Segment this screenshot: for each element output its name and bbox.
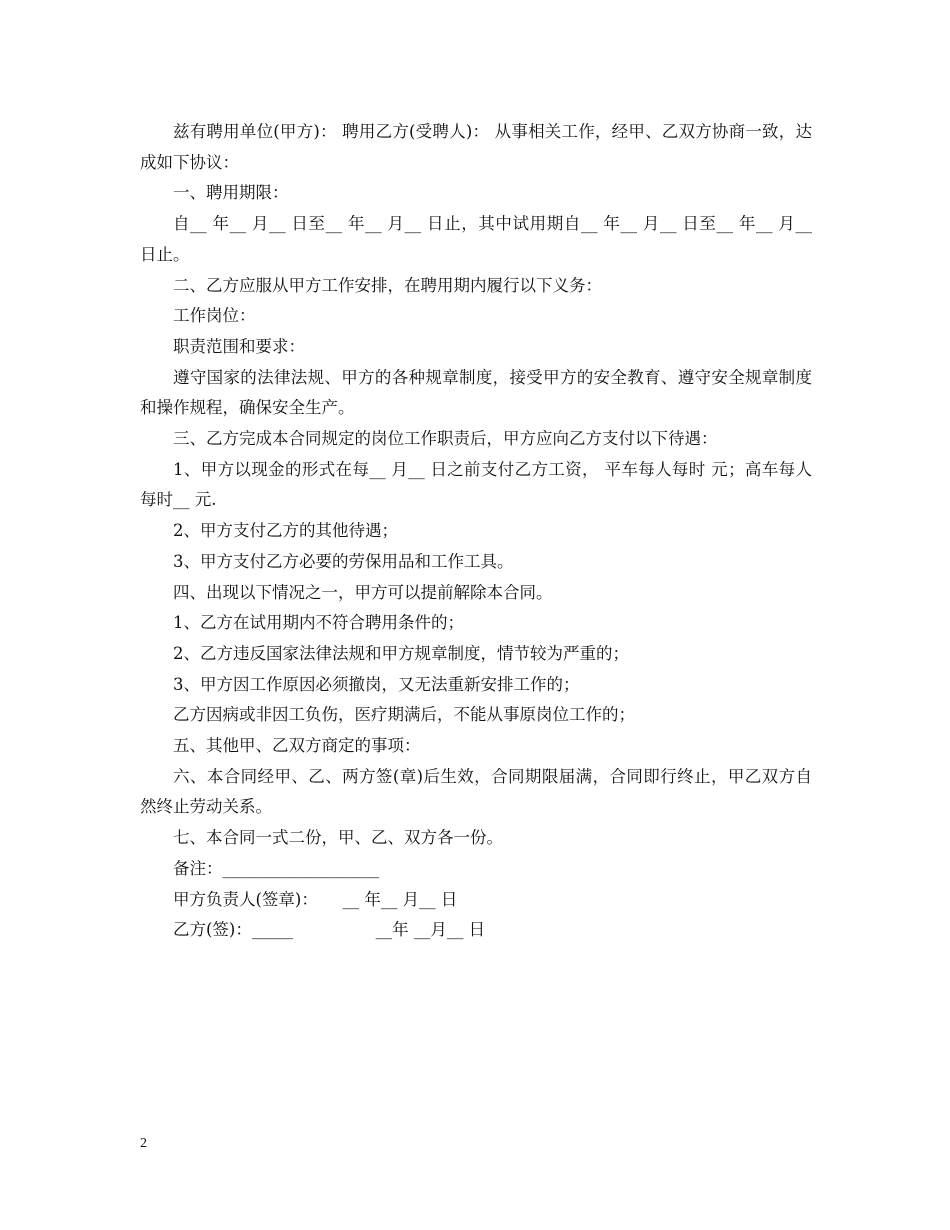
section-4-heading: 四、出现以下情况之一，甲方可以提前解除本合同。 [173, 582, 553, 602]
payment-clause-1: 1、甲方以现金的形式在每__ 月__ 日之前支付乙方工资， 平车每人每时 元；高车每人每时__ 元. [140, 459, 812, 510]
page-number: 2 [140, 1136, 147, 1151]
section-1-heading: 一、聘用期限： [173, 183, 289, 203]
duties-line: 职责范围和要求： [173, 336, 305, 356]
payment-clause-2: 2、甲方支付乙方的其他待遇； [173, 521, 398, 541]
job-position-line: 工作岗位： [173, 306, 256, 326]
document-body [140, 117, 818, 946]
section-6-paragraph: 六、本合同经甲、乙、两方签(章)后生效，合同期限届满，合同即行终止，甲乙双方自然终止劳动关系。 [140, 766, 812, 817]
termination-clause-2: 2、乙方违反国家法律法规和甲方规章制度，情节较为严重的； [173, 643, 629, 663]
section-3-heading: 三、乙方完成本合同规定的岗位工作职责后，甲方应向乙方支付以下待遇： [173, 429, 718, 449]
intro-paragraph: 兹有聘用单位(甲方)： 聘用乙方(受聘人)： 从事相关工作，经甲、乙双方协商一致，达成如下协议： [140, 122, 812, 172]
section-2-heading: 二、乙方应服从甲方工作安排，在聘用期内履行以下义务： [173, 275, 602, 295]
termination-clause-1: 1、乙方在试用期内不符合聘用条件的； [173, 613, 464, 633]
party-b-signature-line: 乙方(签)：_____ __年 __月__ 日 [173, 920, 486, 940]
term-dates-paragraph: 自__ 年__ 月__ 日至__ 年__ 月__ 日止，其中试用期自__ 年__ 月__ 日至__ 年__ 月__ 日止。 [140, 214, 818, 264]
termination-clause-3: 3、甲方因工作原因必须撤岗，又无法重新安排工作的； [173, 674, 580, 694]
termination-clause-4: 乙方因病或非因工负伤，医疗期满后，不能从事原岗位工作的； [173, 705, 635, 725]
compliance-paragraph: 遵守国家的法律法规、甲方的各种规章制度，接受甲方的安全教育、遵守安全规章制度和操作规程，确保安全生产。 [140, 367, 812, 418]
section-5-heading: 五、其他甲、乙双方商定的事项： [173, 736, 421, 756]
section-7-paragraph: 七、本合同一式二份，甲、乙、双方各一份。 [173, 828, 503, 848]
party-a-signature-line: 甲方负责人(签章)： __ 年__ 月__ 日 [173, 889, 458, 909]
remarks-line: 备注：___________________ [173, 858, 380, 878]
payment-clause-3: 3、甲方支付乙方必要的劳保用品和工作工具。 [173, 551, 514, 571]
